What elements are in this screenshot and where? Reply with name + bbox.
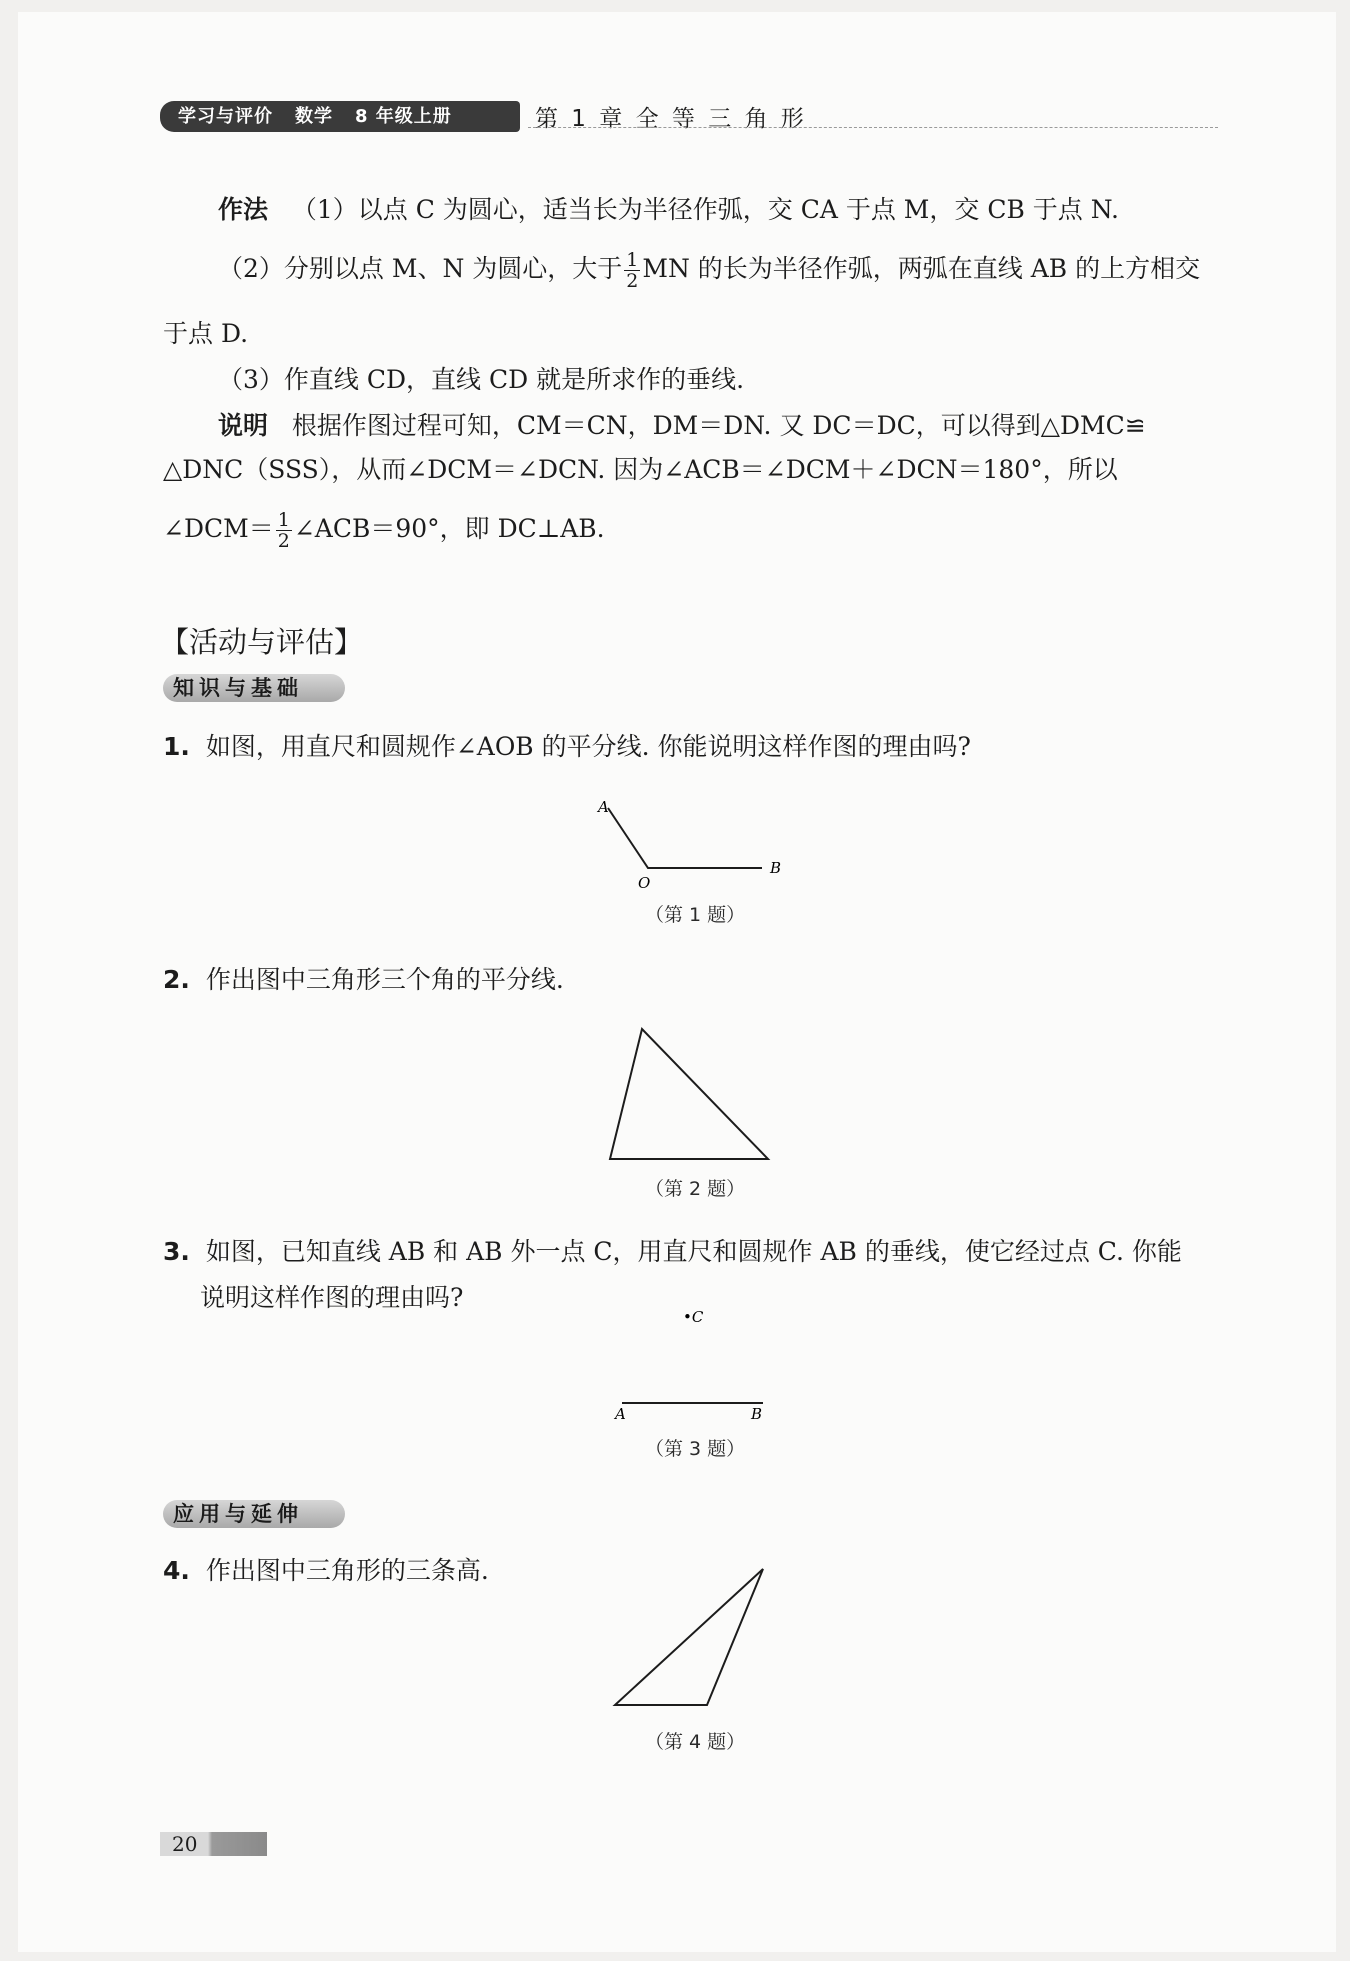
caption-q3: （第 3 题） <box>645 1438 746 1460</box>
question-number: 1. <box>163 732 190 761</box>
question-text: 如图，已知直线 AB 和 AB 外一点 C，用直尺和圆规作 AB 的垂线，使它经过点 C. 你能 <box>205 1237 1182 1266</box>
explain-line3-b: ∠ACB＝90°，即 DC⊥AB. <box>293 514 605 543</box>
triangle-q2 <box>610 1029 768 1159</box>
question-text: 如图，用直尺和圆规作∠AOB 的平分线. 你能说明这样作图的理由吗? <box>205 732 971 761</box>
header-divider <box>528 127 1218 128</box>
explain-label: 说明 <box>218 411 269 440</box>
question-text: 作出图中三角形的三条高. <box>205 1556 489 1585</box>
question-1 <box>163 729 971 765</box>
explain-line1 <box>218 408 1146 444</box>
triangle-figure-q4 <box>605 1565 775 1715</box>
book-grade: 8 年级上册 <box>355 106 452 127</box>
fraction-denominator: 2 <box>277 530 290 552</box>
question-2 <box>163 962 564 998</box>
method-label: 作法 <box>218 195 269 224</box>
triangle-q4 <box>615 1569 763 1705</box>
label-a: A <box>615 1405 626 1423</box>
fraction-numerator: 1 <box>277 509 290 531</box>
label-a: A <box>598 798 609 816</box>
question-4 <box>163 1553 489 1589</box>
angle-aob-figure <box>590 790 800 900</box>
question-3-cont: 说明这样作图的理由吗? <box>200 1283 464 1312</box>
method-step2-b: MN 的长为半径作弧，两弧在直线 AB 的上方相交 <box>642 254 1201 283</box>
method-step2-a: （2）分别以点 M、N 为圆心，大于 <box>218 254 623 283</box>
question-number: 2. <box>163 965 190 994</box>
caption-q4: （第 4 题） <box>645 1731 746 1753</box>
book-subject: 数学 <box>295 106 333 127</box>
fraction-denominator: 2 <box>626 270 639 292</box>
method-step2-cont: 于点 D. <box>163 319 249 348</box>
label-b: B <box>770 859 782 877</box>
subsection-application: 应用与延伸 <box>163 1500 345 1528</box>
caption-q2: （第 2 题） <box>645 1178 746 1200</box>
method-step3: （3）作直线 CD，直线 CD 就是所求作的垂线. <box>218 365 745 394</box>
fraction-numerator: 1 <box>626 249 639 271</box>
method-step1-text: （1）以点 C 为圆心，适当长为半径作弧，交 CA 于点 M，交 CB 于点 N. <box>291 195 1119 224</box>
explain-line3-a: ∠DCM＝ <box>163 514 274 543</box>
point-c: •C <box>683 1308 704 1326</box>
explain-line2: △DNC（SSS），从而∠DCM＝∠DCN. 因为∠ACB＝∠DCM＋∠DCN＝180°，所以 <box>163 455 1118 484</box>
subsection-knowledge: 知识与基础 <box>163 674 345 702</box>
fraction-half-2 <box>276 510 292 551</box>
question-number: 4. <box>163 1556 190 1585</box>
fraction-half <box>624 250 640 291</box>
line-ab-figure <box>605 1300 785 1430</box>
caption-q1: （第 1 题） <box>645 904 746 926</box>
label-b: B <box>751 1405 763 1423</box>
question-number: 3. <box>163 1237 190 1266</box>
question-3 <box>163 1234 1182 1270</box>
triangle-figure-q2 <box>600 1025 780 1165</box>
label-o: O <box>638 874 651 892</box>
explain-line1-text: 根据作图过程可知，CM＝CN，DM＝DN. 又 DC＝DC，可以得到△DMC≌ <box>291 411 1146 440</box>
book-title: 学习与评价 <box>178 106 273 127</box>
chapter-title: 第 1 章 全 等 三 角 形 <box>535 106 807 132</box>
explain-line3 <box>163 510 605 551</box>
method-step2 <box>218 250 1200 291</box>
angle-aob-lines <box>608 808 762 868</box>
book-badge <box>160 101 520 132</box>
section-title: 【活动与评估】 <box>160 625 364 659</box>
question-text: 作出图中三角形三个角的平分线. <box>205 965 564 994</box>
page-number: 20 <box>160 1832 267 1856</box>
method-step1 <box>218 192 1119 228</box>
